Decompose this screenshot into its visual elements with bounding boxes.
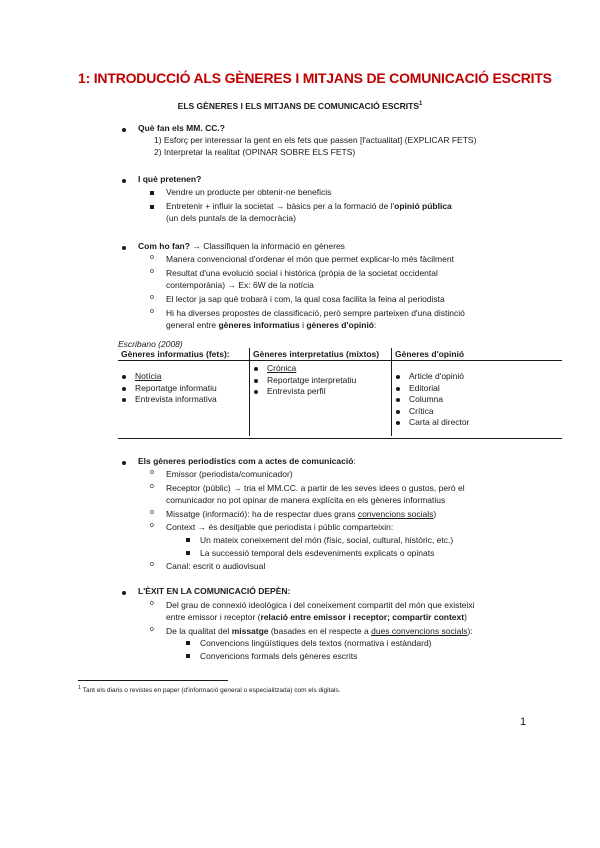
genres-table — [118, 348, 562, 436]
s4-heading: Els gèneres periodístics com a actes de comunicació: — [138, 456, 356, 466]
s4-item-2-cont: comunicador no pot opinar de manera explícita en els gèneres informatius — [166, 495, 446, 505]
circle-bullet-icon: o — [150, 254, 154, 261]
s4-item-2: Receptor (públic) → tria el MM.CC. a partir de les seves idees o gustos, però el — [166, 483, 465, 493]
square-bullet-icon — [186, 551, 190, 555]
arrow-icon: → — [192, 241, 201, 251]
list-item: Notícia — [121, 371, 246, 383]
footnote-ref: 1 — [419, 101, 423, 108]
s1-heading: Què fan els MM. CC.? — [138, 123, 225, 133]
table-border — [118, 438, 562, 439]
table-source: Escribano (2008) — [118, 339, 183, 349]
list-item: Columna — [395, 394, 559, 406]
footnote: $^1$ Tant els diaris o revistes en paper (d'informació general o especialitzada) com els digitals. — [78, 685, 341, 695]
s4-item-5: Canal: escrit o audiovisual — [166, 561, 266, 571]
s2-item-1: Vendre un producte per obtenir-ne beneficis — [166, 187, 332, 197]
s5-subitem-2: Convencions formals dels gèneres escrits — [200, 651, 358, 661]
square-bullet-icon — [150, 205, 154, 209]
s5-item-2: De la qualitat del missatge (basades en el respecte a dues convencions socials): — [166, 626, 473, 636]
square-bullet-icon — [186, 641, 190, 645]
arrow-icon: → — [227, 280, 236, 290]
s3-item-2-cont: contemporània) → Ex: 6W de la notícia — [166, 280, 314, 290]
s1-item-1: 1) Esforç per interessar la gent en els fets que passen [l'actualitat] (EXPLICAR FETS) — [154, 135, 477, 145]
s4-item-1: Emissor (periodista/comunicador) — [166, 469, 293, 479]
s1-item-2: 2) Interpretar la realitat (OPINAR SOBRE ELS FETS) — [154, 147, 356, 157]
list-item: Reportatge informatiu — [121, 383, 246, 395]
s3-item-2: Resultat d'una evolució social i històrica (pròpia de la societat occidental — [166, 268, 438, 278]
table-header: Gèneres d'opinió — [392, 348, 563, 361]
list-item: Crítica — [395, 406, 559, 418]
circle-bullet-icon: o — [150, 268, 154, 275]
arrow-icon: → — [275, 201, 285, 211]
circle-bullet-icon: o — [150, 600, 154, 607]
s4-item-3: Missatge (informació): ha de respectar dues grans convencions socials) — [166, 509, 437, 519]
s5-item-1: Del grau de connexió ideològica i del coneixement compartit del món que existeixi — [166, 600, 475, 610]
bullet-icon — [122, 179, 126, 183]
table-header: Gèneres interpretatius (mixtos) — [250, 348, 392, 361]
circle-bullet-icon: o — [150, 469, 154, 476]
circle-bullet-icon: o — [150, 308, 154, 315]
footnote-divider — [78, 680, 228, 681]
s2-item-2-cont: (un dels puntals de la democràcia) — [166, 213, 296, 223]
bullet-icon — [122, 128, 126, 132]
circle-bullet-icon: o — [150, 294, 154, 301]
list-item: Article d'opinió — [395, 371, 559, 383]
circle-bullet-icon: o — [150, 522, 154, 529]
list-item: Entrevista perfil — [253, 386, 388, 398]
section-subtitle: ELS GÈNERES I ELS MITJANS DE COMUNICACIÓ ESCRITS$^1$ — [177, 101, 423, 111]
arrow-icon: → — [197, 522, 207, 532]
square-bullet-icon — [186, 654, 190, 658]
square-bullet-icon — [186, 538, 190, 542]
bullet-icon — [122, 461, 126, 465]
arrow-icon: → — [233, 483, 242, 493]
s5-heading: L'ÈXIT EN LA COMUNICACIÓ DEPÈN: — [138, 586, 291, 596]
s2-item-2: Entretenir + influir la societat → bàsics per a la formació de l'opinió pública — [166, 201, 452, 211]
s5-subitem-1: Convencions lingüístiques dels textos (normativa i estàndard) — [200, 638, 432, 648]
s4-subitem-1: Un mateix coneixement del món (físic, social, cultural, històric, etc.) — [200, 535, 454, 545]
circle-bullet-icon: o — [150, 483, 154, 490]
page-number: 1 — [520, 716, 527, 728]
list-item: Carta al director — [395, 417, 559, 429]
bullet-icon — [122, 246, 126, 250]
s4-subitem-2: La successió temporal dels esdeveniments explicats o opinats — [200, 548, 435, 558]
s4-item-4: Context → és desitjable que periodista i públic comparteixin: — [166, 522, 394, 532]
circle-bullet-icon: o — [150, 561, 154, 568]
list-item: Crònica — [253, 363, 388, 375]
s3-item-1: Manera convencional d'ordenar el món que permet explicar-lo més fàcilment — [166, 254, 454, 264]
circle-bullet-icon: o — [150, 626, 154, 633]
s5-item-1-cont: entre emissor i receptor (relació entre emissor i receptor; compartir context) — [166, 612, 467, 622]
s3-item-3: El lector ja sap què trobarà i com, la qual cosa facilita la feina al periodista — [166, 294, 445, 304]
s2-heading: I què pretenen? — [138, 174, 202, 184]
bullet-icon — [122, 591, 126, 595]
s3-item-4: Hi ha diverses propostes de classificació, però sempre parteixen d'una distinció — [166, 308, 465, 318]
list-item: Reportatge interpretatiu — [253, 375, 388, 387]
s3-heading: Com ho fan? → Classifiquen la informació en gèneres — [138, 241, 345, 251]
table-header: Gèneres informatius (fets): — [118, 348, 250, 361]
circle-bullet-icon: o — [150, 509, 154, 516]
page-title: 1: INTRODUCCIÓ ALS GÈNERES I MITJANS DE COMUNICACIÓ ESCRITS — [78, 70, 552, 86]
list-item: Entrevista informativa — [121, 394, 246, 406]
list-item: Editorial — [395, 383, 559, 395]
s3-item-4-cont: general entre gèneres informatius i gèneres d'opinió: — [166, 320, 377, 330]
square-bullet-icon — [150, 191, 154, 195]
